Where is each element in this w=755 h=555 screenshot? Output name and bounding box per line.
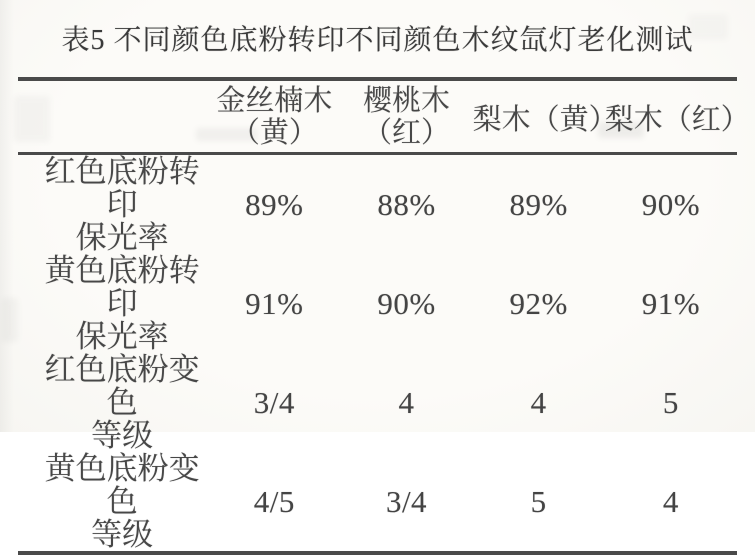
header-pear-red xyxy=(604,79,750,154)
header-pear-red-label: 梨木（红） xyxy=(604,103,750,136)
table-caption: 表5 不同颜色底粉转印不同颜色木纹氙灯老化测试 xyxy=(61,25,694,56)
cell-value: 3/4 xyxy=(253,384,295,420)
cell-value: 5 xyxy=(530,483,547,519)
header-row xyxy=(18,79,737,154)
table-row-red-gloss-retention xyxy=(18,154,737,255)
header-golden-phoebe-line2: （黄） xyxy=(230,116,318,149)
header-cherry-wood xyxy=(340,79,472,154)
row-label-line2: 保光率 xyxy=(75,220,169,255)
row-label-line2: 保光率 xyxy=(75,319,169,354)
cell-value: 3/4 xyxy=(385,483,428,519)
cell-value: 92% xyxy=(509,285,568,321)
table-row-yellow-discoloration-grade xyxy=(18,452,737,553)
cell-value: 4 xyxy=(398,384,415,420)
row-label-line2: 等级 xyxy=(91,418,154,453)
cell-value: 91% xyxy=(641,285,701,321)
row-label-yellow-discoloration-grade xyxy=(18,452,208,553)
header-golden-phoebe-line1: 金丝楠木 xyxy=(216,84,333,117)
cell-value: 88% xyxy=(377,186,436,222)
header-cherry-wood-line1: 樱桃木 xyxy=(363,84,451,117)
row-label-line1: 黄色底粉变色 xyxy=(44,451,200,519)
header-golden-phoebe xyxy=(208,79,340,154)
row-label-line1: 红色底粉转印 xyxy=(44,154,200,222)
header-cherry-wood-line2: （红） xyxy=(363,116,451,149)
cell-value: 5 xyxy=(662,384,679,420)
row-label-line2: 等级 xyxy=(91,517,154,552)
aging-test-table xyxy=(18,77,750,555)
cell-value: 4/5 xyxy=(253,483,295,519)
cell-value: 89% xyxy=(245,186,304,222)
header-pear-yellow-label: 梨木（黄） xyxy=(472,103,618,136)
row-label-line1: 黄色底粉转印 xyxy=(44,253,200,321)
cell-value: 4 xyxy=(662,483,679,519)
cell-value: 90% xyxy=(641,186,701,222)
header-pear-yellow xyxy=(472,79,618,154)
row-label-red-gloss-retention xyxy=(18,154,208,255)
header-empty-cell xyxy=(18,79,208,154)
cell-value: 4 xyxy=(530,384,547,420)
table-row-yellow-gloss-retention xyxy=(18,254,737,353)
row-label-yellow-gloss-retention xyxy=(18,254,208,353)
cell-value: 91% xyxy=(245,285,304,321)
table-row-red-discoloration-grade xyxy=(18,353,737,452)
row-label-red-discoloration-grade xyxy=(18,353,208,452)
row-label-line1: 红色底粉变色 xyxy=(44,352,200,420)
cell-value: 89% xyxy=(509,186,568,222)
scan-artifact xyxy=(2,298,18,342)
cell-value: 90% xyxy=(377,285,436,321)
